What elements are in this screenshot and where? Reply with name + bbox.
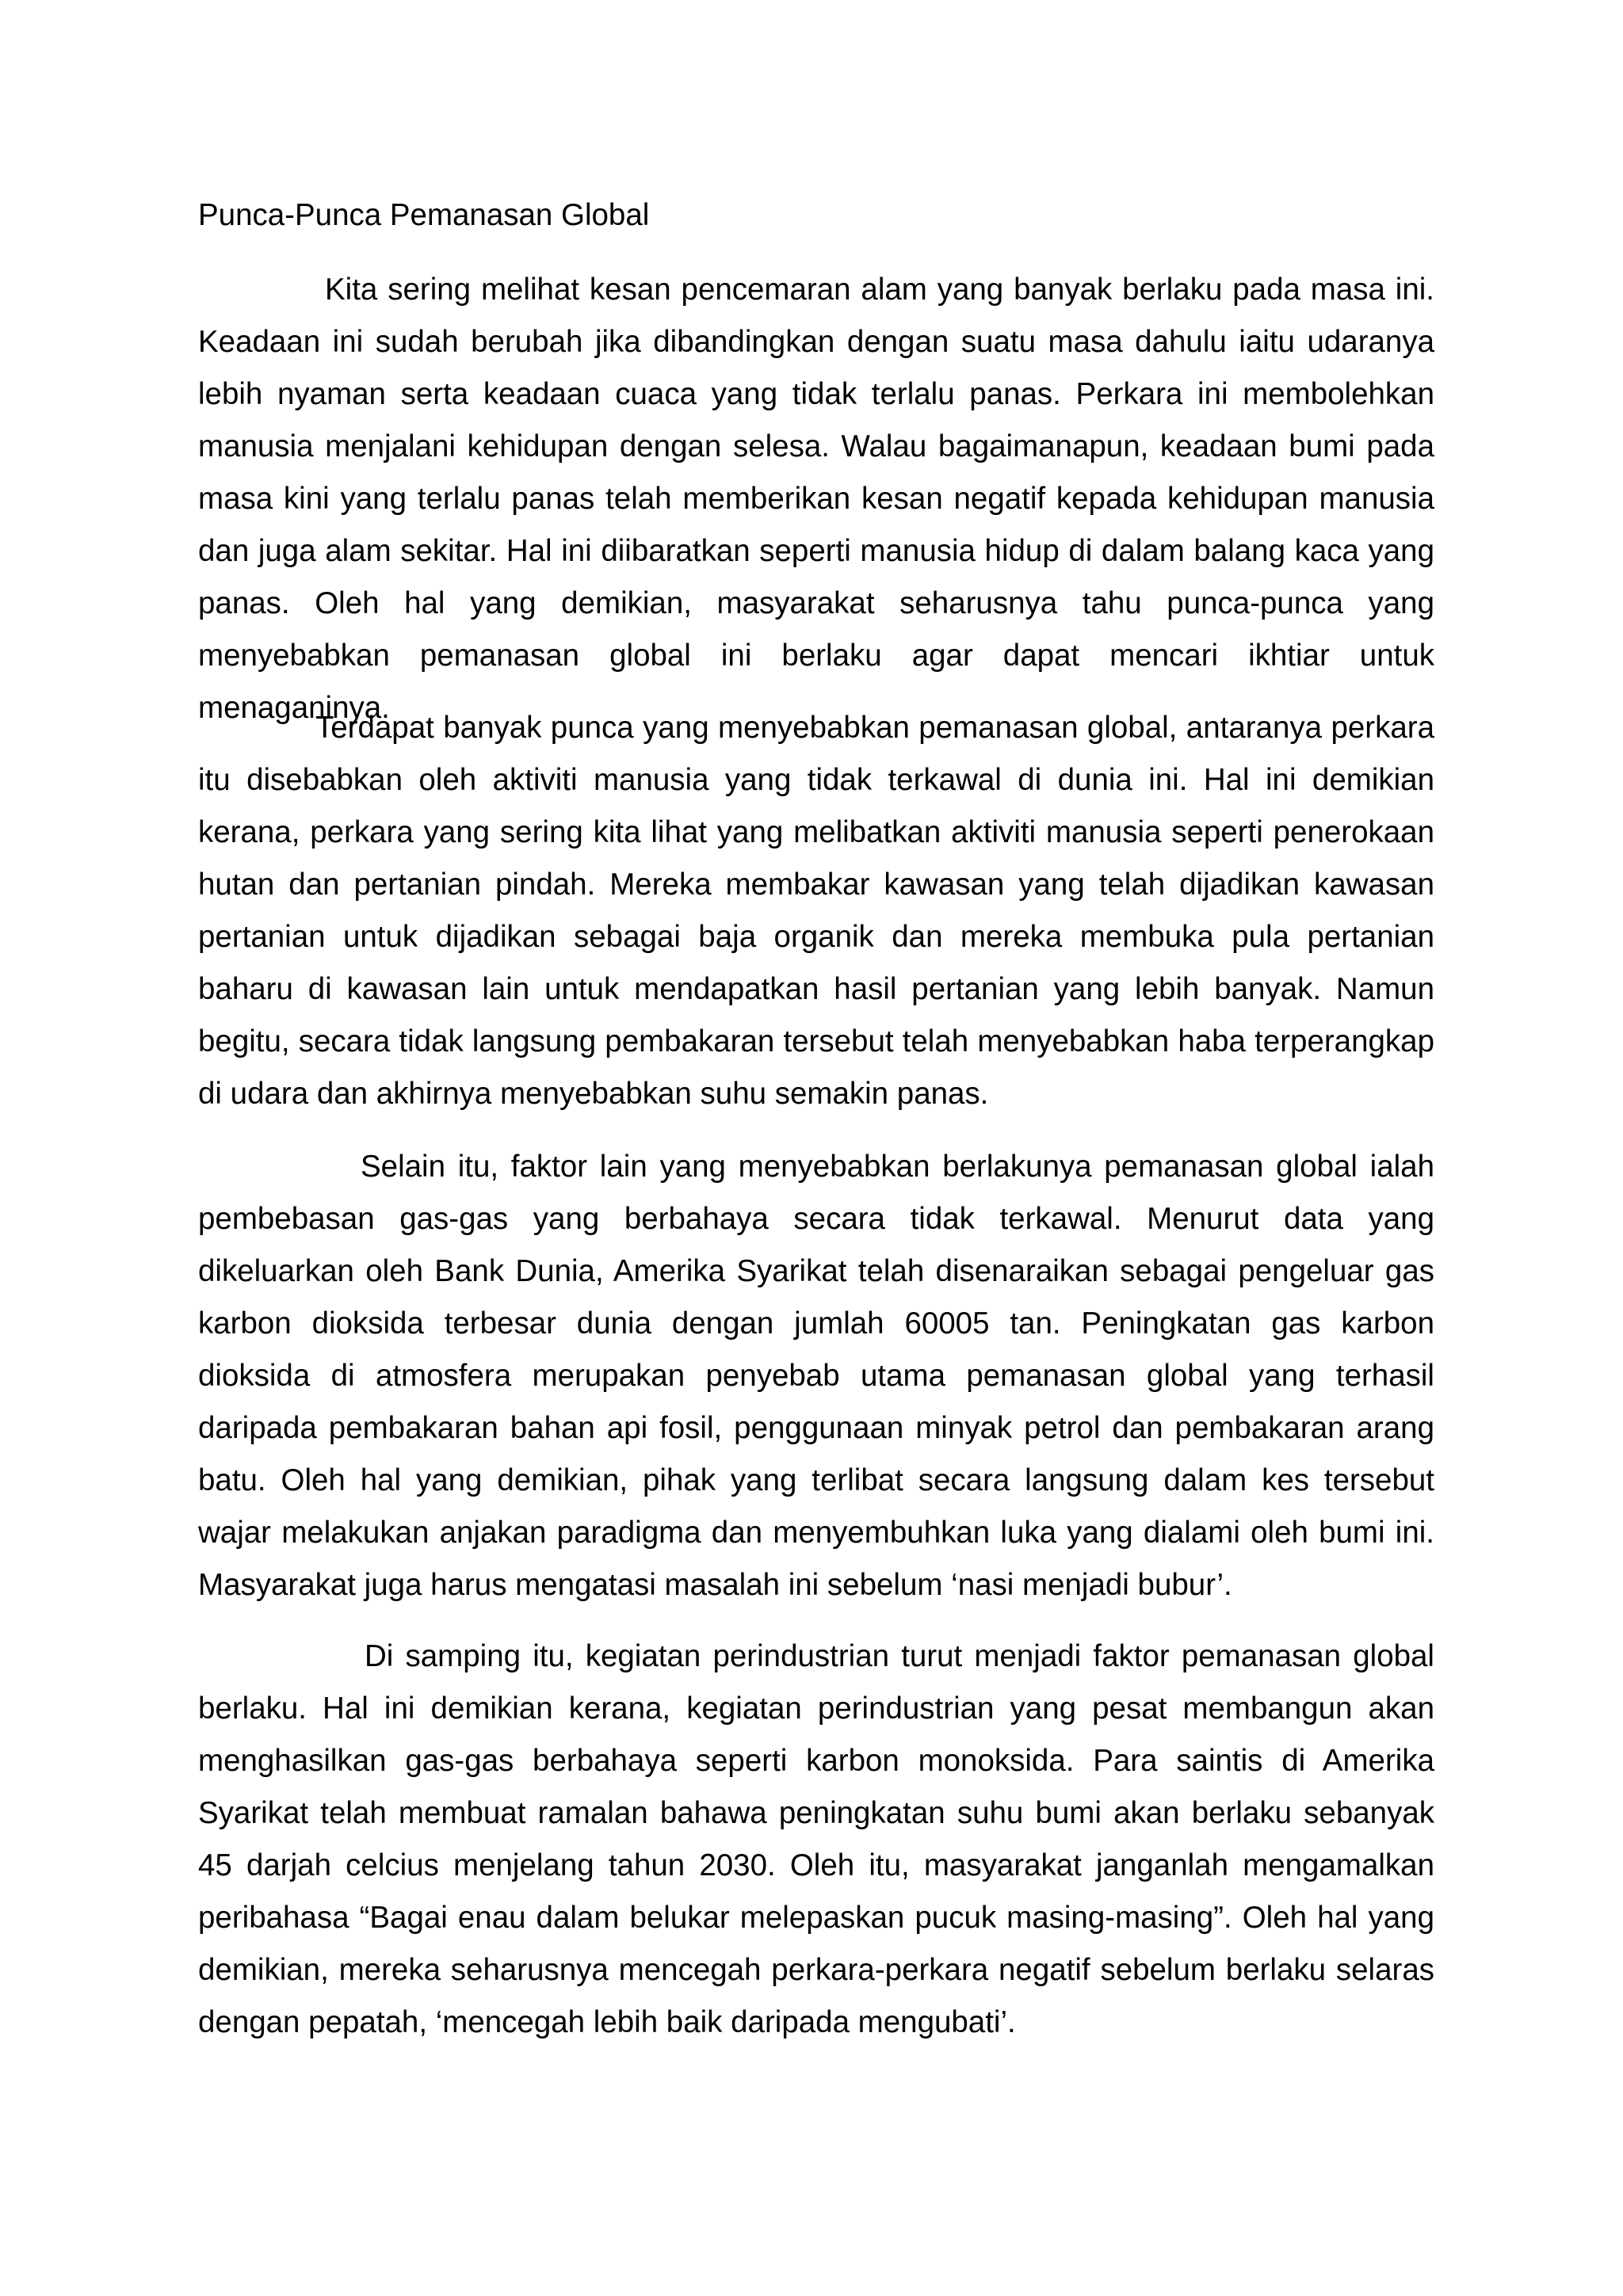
document-title: Punca-Punca Pemanasan Global xyxy=(198,198,650,232)
paragraph-2: Terdapat banyak punca yang menyebabkan pemanasan global, antaranya perkara itu disebabkan oleh aktiviti manusia yang tidak terkawal di dunia ini. Hal ini demikian kerana, perkara yang sering kita lihat yang melibatkan aktiviti manusia seperti penerokaan hutan dan pertanian pindah. Mereka membakar kawasan yang telah dijadikan kawasan pertanian untuk dijadikan sebagai baja organik dan mereka membuka pula pertanian baharu di kawasan lain untuk mendapatkan hasil pertanian yang lebih banyak. Namun begitu, secara tidak langsung pembakaran tersebut telah menyebabkan haba terperangkap di udara dan akhirnya menyebabkan suhu semakin panas. xyxy=(198,711,1434,1111)
paragraph-1: Kita sering melihat kesan pencemaran alam yang banyak berlaku pada masa ini. Keadaan ini sudah berubah jika dibandingkan dengan suatu masa dahulu iaitu udaranya lebih nyaman serta keadaan cuaca yang tidak terlalu panas. Perkara ini membolehkan manusia menjalani kehidupan dengan selesa. Walau bagaimanapun, keadaan bumi pada masa kini yang terlalu panas telah memberikan kesan negatif kepada kehidupan manusia dan juga alam sekitar. Hal ini diibaratkan seperti manusia hidup di dalam balang kaca yang panas. Oleh hal yang demikian, masyarakat seharusnya tahu punca-punca yang menyebabkan pemanasan global ini berlaku agar dapat mencari ikhtiar untuk menaganinya. xyxy=(198,273,1434,725)
paragraph-3: Selain itu, faktor lain yang menyebabkan berlakunya pemanasan global ialah pembebasan gas-gas yang berbahaya secara tidak terkawal. Menurut data yang dikeluarkan oleh Bank Dunia, Amerika Syarikat telah disenaraikan sebagai pengeluar gas karbon dioksida terbesar dunia dengan jumlah 60005 tan. Peningkatan gas karbon dioksida di atmosfera merupakan penyebab utama pemanasan global yang terhasil daripada pembakaran bahan api fosil, penggunaan minyak petrol dan pembakaran arang batu. Oleh hal yang demikian, pihak yang terlibat secara langsung dalam kes tersebut wajar melakukan anjakan paradigma dan menyembuhkan luka yang dialami oleh bumi ini. Masyarakat juga harus mengatasi masalah ini sebelum ‘nasi menjadi bubur’. xyxy=(198,1150,1434,1602)
paragraph-4: Di samping itu, kegiatan perindustrian turut menjadi faktor pemanasan global berlaku. Hal ini demikian kerana, kegiatan perindustrian yang pesat membangun akan menghasilkan gas-gas berbahaya seperti karbon monoksida. Para saintis di Amerika Syarikat telah membuat ramalan bahawa peningkatan suhu bumi akan berlaku sebanyak 45 darjah celcius menjelang tahun 2030. Oleh itu, masyarakat janganlah mengamalkan peribahasa “Bagai enau dalam belukar melepaskan pucuk masing-masing”. Oleh hal yang demikian, mereka seharusnya mencegah perkara-perkara negatif sebelum berlaku selaras dengan pepatah, ‘mencegah lebih baik daripada mengubati’. xyxy=(198,1639,1434,2039)
